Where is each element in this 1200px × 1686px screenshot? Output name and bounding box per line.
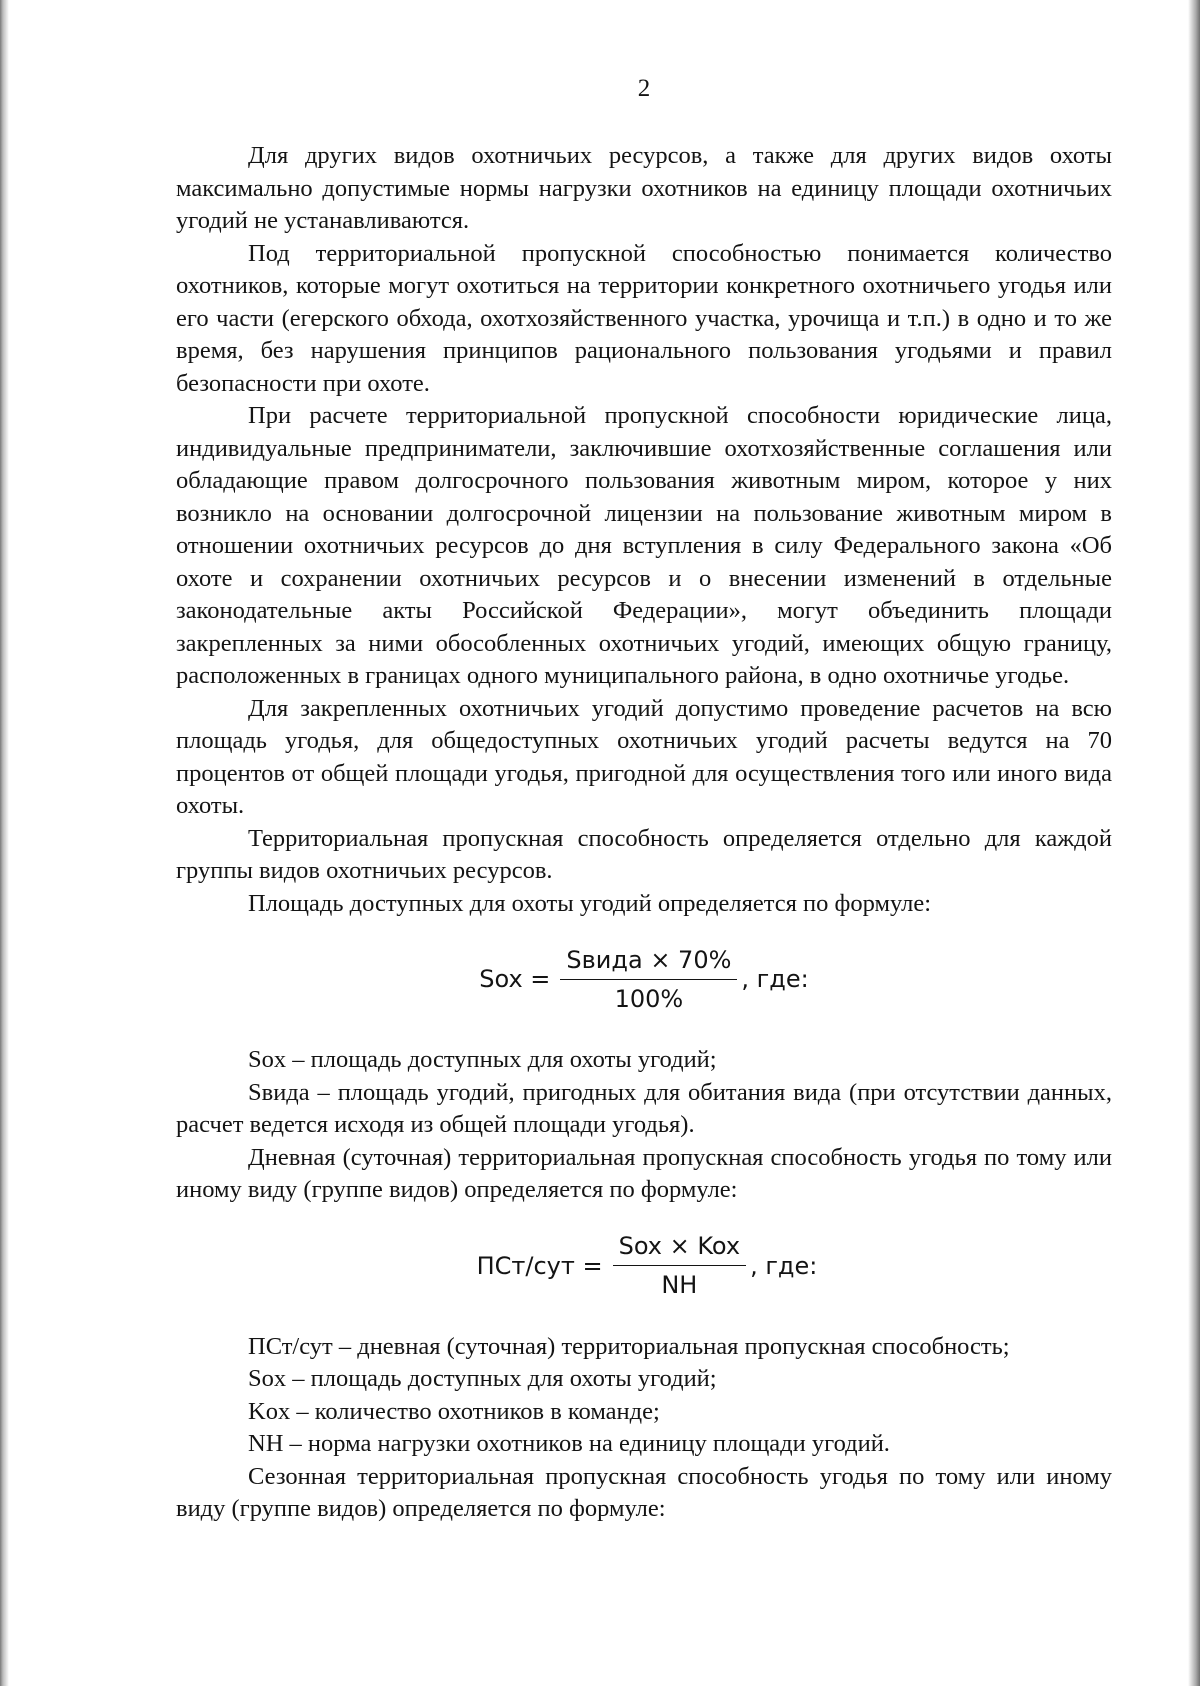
formula-1-fraction xyxy=(560,946,737,1013)
formula-2-fraction xyxy=(613,1232,746,1299)
definition-kox: Kox – количество охотников в команде; xyxy=(248,1397,660,1425)
formula-1-denominator: 100% xyxy=(614,984,684,1013)
definition-svida: Sвида – площадь угодий, пригодных для обитания вида (при отсутствии данных, расчет ведется исходя из общей площади угодья). xyxy=(176,1078,1112,1138)
document-body xyxy=(176,140,1112,1526)
definition-pst-sut: ПСт/сут – дневная (суточная) территориальная пропускная способность; xyxy=(248,1332,1010,1360)
definition-nh: NH – норма нагрузки охотников на единицу площади угодий. xyxy=(248,1430,890,1457)
formula-2-lhs: ПСт/сут = xyxy=(476,1251,603,1280)
definition-sox-2: Sox – площадь доступных для охоты угодий; xyxy=(248,1365,717,1392)
formula-1-lhs: Sox = xyxy=(479,965,551,993)
formula-2-tail: , где: xyxy=(750,1251,818,1280)
definition-sox: Sox – площадь доступных для охоты угодий; xyxy=(248,1046,717,1073)
scan-edge-left xyxy=(0,0,9,1686)
paragraph-groups: Территориальная пропускная способность определяется отдельно для каждой группы видов охотничьих ресурсов. xyxy=(176,824,1112,884)
formula-2-denominator: NH xyxy=(661,1271,698,1299)
formula-1-numerator: Sвида × 70% xyxy=(560,946,737,980)
paragraph-daily-capacity-intro: Дневная (суточная) территориальная пропускная способность угодья по тому или иному виду (группе видов) определяется по формуле: xyxy=(176,1143,1112,1203)
paragraph-other-resources: Для других видов охотничьих ресурсов, а также для других видов охоты максимально допустимые нормы нагрузки охотников на единицу площади охотничьих угодий не устанавливаются. xyxy=(176,142,1112,234)
formula-available-area xyxy=(176,944,1112,1014)
paragraph-capacity-definition: Под территориальной пропускной способностью понимается количество охотников, которые могут охотиться на территории конкретного охотничьего угодья или его части (егерского обхода, охотхозяйственного участка, урочища и т.п.) в одно и то же время, без нарушения принципов рационального пользования угодьями и правил безопасности при охоте. xyxy=(176,239,1112,397)
formula-2-numerator: Sox × Kox xyxy=(613,1232,746,1266)
formula-daily-capacity xyxy=(176,1231,1112,1301)
paragraph-calculation-rules: При расчете территориальной пропускной способности юридические лица, индивидуальные предприниматели, заключившие охотхозяйственные соглашения или обладающие правом долгосрочного пользования животным миром, которое у них возникло на основании долгосрочной лицензии на пользование животным миром в отношении охотничьих ресурсов до дня вступления в силу Федерального закона «Об охоте и сохранении охотничьих ресурсов и о внесении изменений в отдельные законодательные акты Российской Федерации», могут объединить площади закрепленных за ними обособленных охотничьих угодий, имеющих общую границу, расположенных в границах одного муниципального района, в одно охотничье угодье. xyxy=(176,402,1112,689)
scan-edge-right xyxy=(1188,0,1200,1686)
paragraph-assigned-lands: Для закрепленных охотничьих угодий допустимо проведение расчетов на всю площадь угодья, для общедоступных охотничьих угодий расчеты ведутся на 70 процентов от общей площади угодья, пригодной для осуществления того или иного вида охоты. xyxy=(176,694,1112,819)
formula-1-tail: , где: xyxy=(741,965,809,993)
paragraph-area-formula-intro: Площадь доступных для охоты угодий определяется по формуле: xyxy=(248,889,932,917)
paragraph-seasonal-capacity-intro: Сезонная территориальная пропускная способность угодья по тому или иному виду (группе видов) определяется по формуле: xyxy=(176,1462,1112,1522)
page-number: 2 xyxy=(637,75,651,102)
